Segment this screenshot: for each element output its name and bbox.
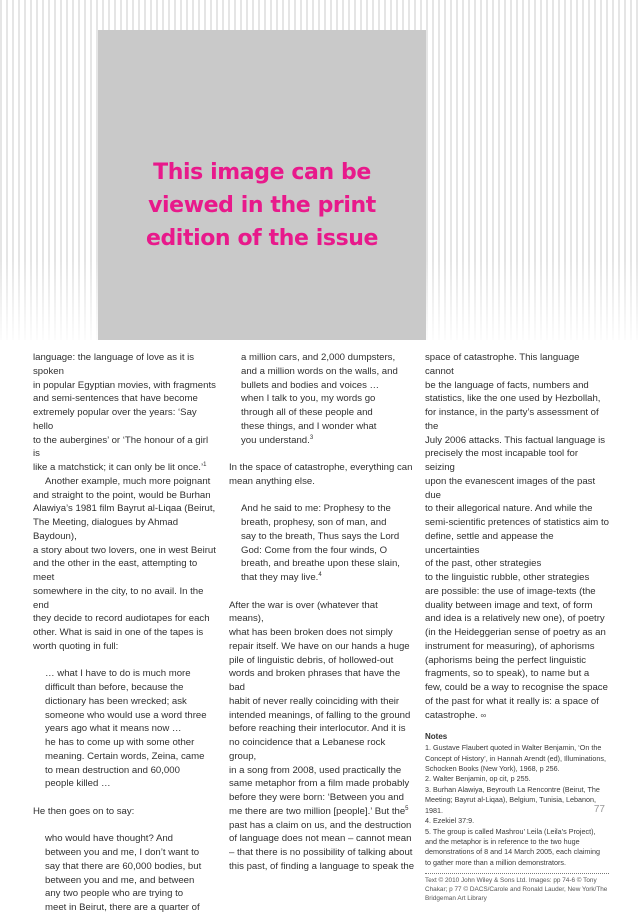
placeholder-text xyxy=(146,156,378,255)
note-line: to gather more than a million demonstrators. xyxy=(425,857,567,867)
text-line: space of catastrophe. This language cannot xyxy=(425,352,580,377)
page-number: 77 xyxy=(593,804,605,815)
text-line: mean anything else. xyxy=(229,475,315,487)
quote-line: that they may live.$^4$ xyxy=(241,571,322,583)
text-line: semi-scientific pretences of statistics aim to xyxy=(425,517,609,528)
text-line: to the linguistic rubble, other strategies xyxy=(425,572,590,583)
quote-line: any two people who are trying to xyxy=(45,888,184,900)
note-line: Schocken Books (New York), 1968, p 256. xyxy=(425,764,560,774)
quote-line: difficult than before, because the xyxy=(45,682,184,693)
quote-line: breath, and breathe upon these slain, xyxy=(241,558,400,570)
text-line: fragments, so to speak), to name but a xyxy=(425,668,590,680)
text-line: habit of never really coinciding with their xyxy=(229,695,400,707)
quote-line: say that there are 60,000 bodies, but xyxy=(45,860,202,872)
quote-line: a million cars, and 2,000 dumpsters, xyxy=(241,352,396,363)
quote-line: these things, and I wonder what xyxy=(241,420,377,432)
text-column-2 xyxy=(229,351,415,874)
text-line: define, settle and appease the uncertainties xyxy=(425,530,554,556)
placeholder-line-2: viewed in the print xyxy=(148,192,376,218)
quote-line: you understand.$^3$ xyxy=(241,434,314,446)
text-line: – that there is no possibility of talking about xyxy=(229,847,413,858)
text-line: before reaching their interlocutor. And it is xyxy=(229,723,406,735)
credit-line: Bridgeman Art Library xyxy=(425,894,487,902)
text-line: like a matchstick; it can only be lit once.’$^1$ xyxy=(33,461,207,473)
quote-line: and a million words on the walls, and xyxy=(241,365,398,377)
text-line: and straight to the point, would be Burhan xyxy=(33,489,211,501)
text-line: a story about two lovers, one in west Beirut xyxy=(33,544,216,556)
text-line: somewhere in the city, to no avail. In the end xyxy=(33,585,204,611)
text-line: upon the evanescent images of the past due xyxy=(425,475,596,501)
text-line: worth quoting in full: xyxy=(33,640,119,652)
note-line: 1981. xyxy=(425,805,443,815)
placeholder-line-1: This image can be xyxy=(153,159,371,185)
quote-line: he has to come up with some other xyxy=(45,737,195,748)
footnote-ref: 4 xyxy=(318,571,322,578)
quote-line: meaning. Certain words, Zeina, came xyxy=(45,750,205,762)
text-line: same metaphor from a film made probably xyxy=(229,778,410,790)
text-line: and semi-sentences that have become xyxy=(33,393,198,405)
quote-line: breath, prophesy, son of man, and xyxy=(241,517,387,528)
text-line: instrument for measuring), of aphorisms xyxy=(425,640,595,652)
text-line: extremely popular over the years: ‘Say hello xyxy=(33,407,197,432)
text-line: are possible: the use of image-texts (the xyxy=(425,585,596,597)
text-line: and idea is a relatively new one), of poetry xyxy=(425,613,605,625)
text-line: duality between image and text, of form xyxy=(425,599,593,611)
quote-line: bullets and bodies and voices … xyxy=(241,379,380,391)
text-line: few, could be a way to recognise the space xyxy=(425,682,608,693)
quote-line: God: Come from the four winds, O xyxy=(241,544,388,556)
credit-line: Text © 2010 John Wiley & Sons Ltd. Images: pp 74-6 © Tony xyxy=(425,877,597,885)
quote-line: people killed … xyxy=(45,778,111,790)
text-line: repair itself. We have on our hands a huge xyxy=(229,640,410,652)
quote-line: meet in Beirut, there are a quarter of xyxy=(45,902,200,913)
note-line: Concept of History’, in Hannah Arendt (ed), Illuminations, xyxy=(425,753,606,763)
text-line: July 2006 attacks. This factual language is xyxy=(425,434,606,446)
text-line: intended meanings, of falling to the ground xyxy=(229,709,411,721)
quote-line: between you and me, and between xyxy=(45,874,195,886)
quote-line: when I talk to you, my words go xyxy=(241,393,376,405)
note-line: and the metaphor is in reference to the two huge xyxy=(425,836,580,846)
text-line: to their allegorical nature. And while the xyxy=(425,503,593,515)
text-line: me there are two million [people].’ But the$^5$ xyxy=(229,805,409,817)
text-line: what has been broken does not simply xyxy=(229,627,393,638)
text-line: language: the language of love as it is spoken xyxy=(33,352,195,377)
note-line: 4. Ezekiel 37:9. xyxy=(425,816,475,826)
text-line: past has a claim on us, and the destruction xyxy=(229,819,412,831)
footnote-ref: 1 xyxy=(203,461,207,468)
quote-line: to mean destruction and 60,000 xyxy=(45,764,180,776)
text-line: in popular Egyptian movies, with fragments xyxy=(33,379,216,391)
text-line: catastrophe. ∞ xyxy=(425,709,487,721)
text-column-3 xyxy=(425,351,609,904)
quote-line: who would have thought? And xyxy=(45,833,174,845)
placeholder-line-3: edition of the issue xyxy=(145,225,379,251)
quote-line: years ago what it means now … xyxy=(45,723,182,735)
notes-heading: Notes xyxy=(425,732,448,742)
quote-line: dictionary has been wrecked; ask xyxy=(45,695,187,707)
text-line: Another example, much more poignant xyxy=(45,475,211,487)
text-line: Alawiya’s 1981 film Bayrut al-Liqaa (Beirut, xyxy=(33,503,216,515)
text-line: He then goes on to say: xyxy=(33,805,135,817)
text-line: of language does not mean – cannot mean xyxy=(229,833,412,845)
text-line: they decide to record audiotapes for each xyxy=(33,613,210,625)
text-line: of the past, other strategies xyxy=(425,558,542,570)
quote-line: someone who would use a word three xyxy=(45,709,207,721)
note-line: 1. Gustave Flaubert quoted in Walter Benjamin, ‘On the xyxy=(425,743,602,753)
text-line: The Meeting, dialogues by Ahmad Baydoun), xyxy=(33,517,179,542)
end-mark-icon: ∞ xyxy=(480,710,487,720)
text-line: (in the Heideggerian sense of poetry as an xyxy=(425,627,606,638)
text-line: other. What is said in one of the tapes is xyxy=(33,627,204,638)
credit-line: Chakar; p 77 © DACS/Carole and Ronald Lauder, New York/The xyxy=(425,885,608,893)
text-column-1 xyxy=(33,351,217,915)
text-line: statistics, like the one used by Hezbollah, xyxy=(425,393,601,405)
text-line: be the language of facts, numbers and xyxy=(425,379,589,391)
note-line: 2. Walter Benjamin, op cit, p 255. xyxy=(425,774,531,784)
text-line: and the other in the east, attempting to meet xyxy=(33,558,198,583)
footnote-ref: 5 xyxy=(405,805,409,812)
quote-line: say to the breath, Thus says the Lord xyxy=(241,530,400,542)
text-line: of the past for what it really is: a space of xyxy=(425,695,599,707)
quote-line: And he said to me: Prophesy to the xyxy=(241,503,391,515)
text-line: this past, of finding a language to speak the xyxy=(229,860,415,872)
notes-list xyxy=(425,743,609,868)
note-line: 5. The group is called Mashrou’ Leila (Leila’s Project), xyxy=(425,826,596,836)
note-line: 3. Burhan Alawiya, Beyrouth La Rencontre (Beirut, The xyxy=(425,784,600,794)
quote-line: … what I have to do is much more xyxy=(45,668,191,680)
note-line: demonstrations of 8 and 14 March 2005, each claiming xyxy=(425,847,600,857)
text-line: no coincidence that a Lebanese rock group, xyxy=(229,737,386,762)
text-line: in a song from 2008, used practically the xyxy=(229,764,402,776)
quote-line: through all of these people and xyxy=(241,407,373,418)
image-placeholder xyxy=(98,30,426,340)
text-line: words and broken phrases that have the bad xyxy=(229,668,401,693)
text-line: for instance, in the party’s assessment of the xyxy=(425,407,599,432)
quote-line: between you and me, I don’t want to xyxy=(45,847,200,858)
text-line: pile of linguistic debris, of hollowed-out xyxy=(229,654,394,666)
text-line: After the war is over (whatever that means), xyxy=(229,599,378,625)
text-line: to the aubergines’ or ‘The honour of a girl is xyxy=(33,434,209,460)
text-line: (aphorisms being the perfect linguistic xyxy=(425,654,587,666)
text-line: In the space of catastrophe, everything can xyxy=(229,462,413,473)
footnote-ref: 3 xyxy=(309,434,314,441)
text-line: before they were born: ‘Between you and xyxy=(229,792,404,803)
copyright-credit xyxy=(425,873,609,903)
text-line: precisely the most incapable tool for seizing xyxy=(425,448,579,473)
note-line: Meeting; Bayrut al-Liqaa), Belgium, Tunisia, Lebanon, xyxy=(425,795,597,805)
